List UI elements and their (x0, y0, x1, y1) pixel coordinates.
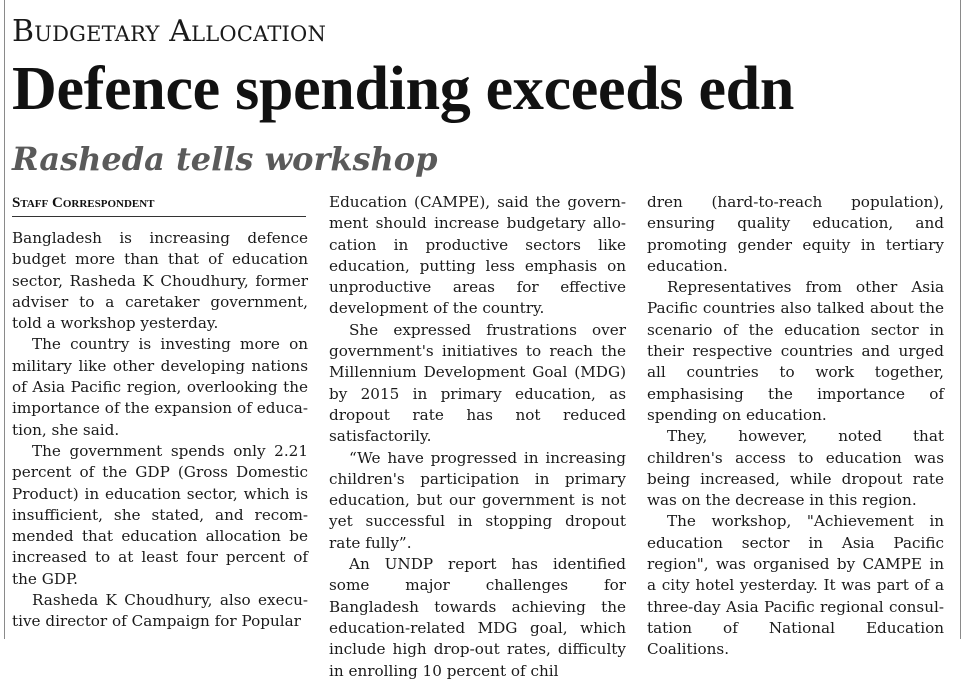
article-column-1 (12, 228, 308, 633)
subheadline: Rasheda tells workshop (12, 140, 438, 178)
paragraph: dren (hard-to-reach population), ensuring quality education, and promoting gender equity in tertiary education. (647, 193, 944, 275)
page-left-border (4, 0, 5, 639)
paragraph: The government spends only 2.21 percent of the GDP (Gross Domestic Product) in education sector, which is insufficient, she stated, and recommended that education allocation be increased to at least four percent of the GDP. (12, 441, 308, 588)
headline: Defence spending exceeds edn (12, 55, 795, 123)
paragraph: “We have progressed in increasing children's participation in primary education, but our government is not yet successful in stopping dropout rate fully”. (329, 448, 626, 552)
byline: Staff Correspondent (12, 195, 306, 217)
paragraph: Representatives from other Asia Pacific countries also talked about the scenario of the education sector in their respective countries and urged all countries to work together, emphasising the importance of spending on education. (647, 278, 944, 424)
article-column-3 (647, 192, 944, 661)
paragraph: They, however, noted that children's access to education was being increased, while dropout rate was on the decrease in this region. (647, 427, 944, 510)
paragraph: Education (CAMPE), said the government should increase budgetary allocation in productive sectors like education, putting less emphasis on unproductive areas for effective development of the country. (329, 193, 626, 318)
paragraph: An UNDP report has identified some major challenges for Bangladesh towards achieving the education-related MDG goal, which include high drop-out rates, difficulty in enrolling 10 percent of chil (329, 555, 626, 680)
paragraph: She expressed frustrations over government's initiatives to reach the Millennium Development Goal (MDG) by 2015 in primary education, as dropout rate has not reduced satisfactorily. (329, 320, 626, 446)
paragraph: The country is investing more on military like other developing nations of Asia Pacific region, overlooking the importance of the expansion of education, she said. (12, 335, 308, 439)
page-right-border (960, 0, 961, 639)
paragraph: The workshop, "Achievement in education sector in Asia Pacific region", was organised by CAMPE in a city hotel yesterday. It was part of a three-day Asia Pacific regional consultation of National Education Coalitions. (647, 512, 944, 659)
paragraph: Rasheda K Choudhury, also executive director of Campaign for Popular (12, 591, 308, 631)
article-column-2 (329, 192, 626, 682)
section-kicker: Budgetary Allocation (12, 14, 327, 49)
paragraph: Bangladesh is increasing defence budget more than that of education sector, Rasheda K Choudhury, former adviser to a caretaker government, told a workshop yesterday. (12, 229, 308, 333)
